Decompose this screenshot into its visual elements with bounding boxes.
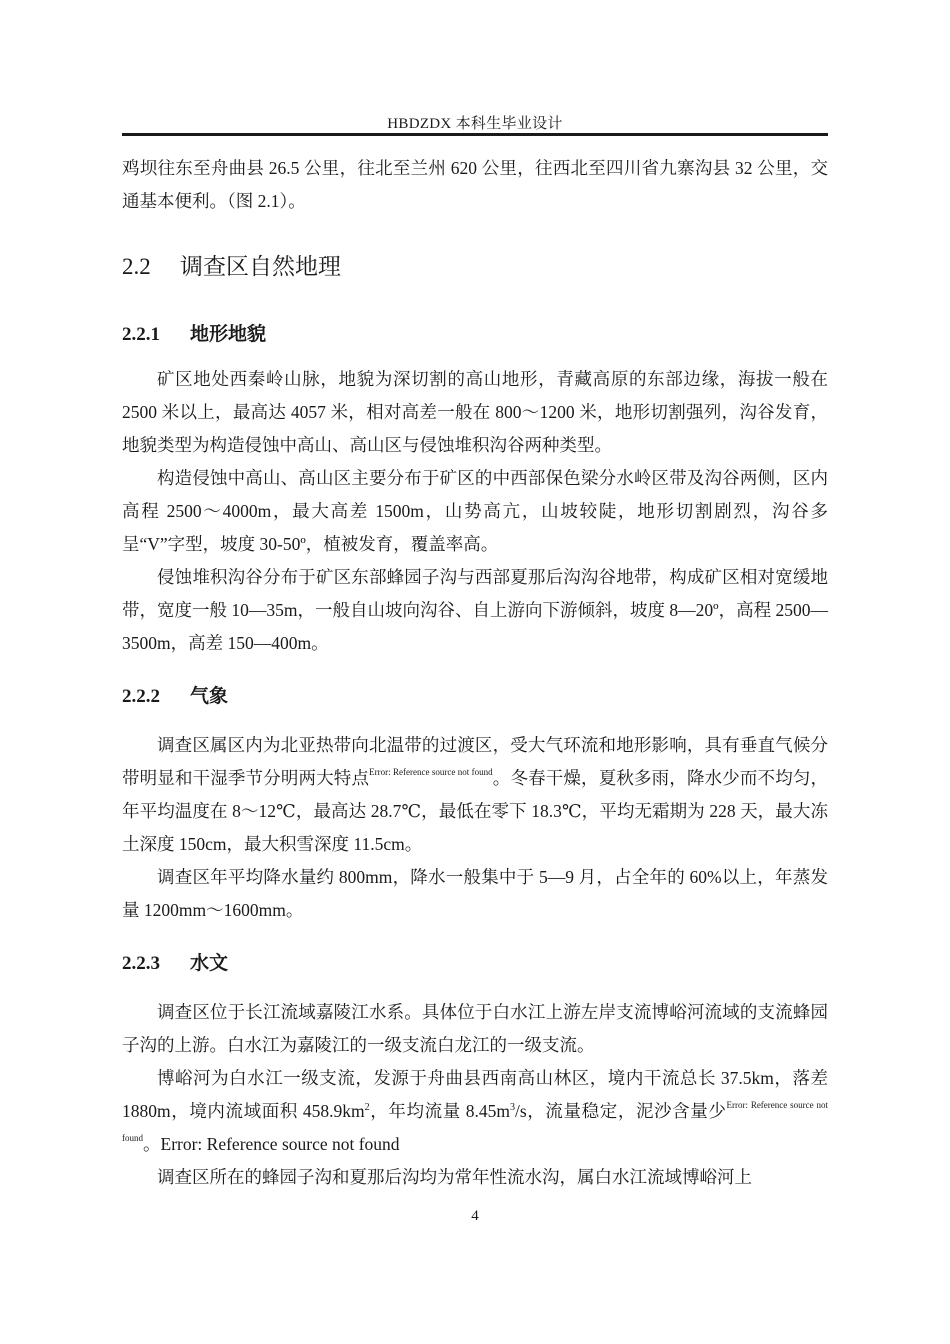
paragraph-boyu-river xyxy=(122,1062,828,1161)
section-title: 地形地貌 xyxy=(190,323,267,345)
paragraph-text: 调查区属区内为北亚热带向北温带的过渡区，受大气环流和地形影响，具有垂直气候分带明显和干湿季节分明两大特点 xyxy=(122,735,828,788)
section-title: 气象 xyxy=(190,685,229,707)
header-rule xyxy=(122,133,828,136)
page-number: 4 xyxy=(471,1208,479,1224)
paragraph-tectonic-erosion: 构造侵蚀中高山、高山区主要分布于矿区的中西部保色梁分水岭区带及沟谷两侧，区内高程 2500～4000m，最大高差 1500m，山势高亢，山坡较陡，地形切割剧烈，沟谷多呈“V”字型，坡度 30-50º，植被发育，覆盖率高。 xyxy=(122,468,828,554)
reference-error: Error: Reference source not found xyxy=(122,1100,828,1143)
section-number: 2.2.2 xyxy=(122,686,160,707)
section-number: 2.2 xyxy=(122,254,151,279)
paragraph-erosion-accumulation: 侵蚀堆积沟谷分布于矿区东部蜂园子沟与西部夏那后沟沟谷地带，构成矿区相对宽缓地带，宽度一般 10—35m，一般自山坡向沟谷、自上游向下游倾斜，坡度 8—20º，高程 2500—3500m，高差 150—400m。 xyxy=(122,567,828,653)
paragraph-streams: 调查区所在的蜂园子沟和夏那后沟均为常年性流水沟，属白水江流域博峪河上 xyxy=(157,1167,752,1187)
page-header: HBDZDX 本科生毕业设计 xyxy=(387,116,563,132)
paragraph-text: 。Error: Reference source not found xyxy=(143,1134,400,1154)
paragraph-text: ，年均流量 8.45m xyxy=(369,1101,511,1121)
paragraph-text: 。冬春干燥，夏秋多雨，降水少而不均匀，年平均温度在 8～12℃，最高达 28.7℃，最低在零下 18.3℃，平均无霜期为 228 天，最大冻土深度 150cm，最大积雪深度 11.5cm。 xyxy=(122,768,829,854)
document-body xyxy=(122,152,828,1194)
paragraph-climate xyxy=(122,729,828,861)
section-title: 调查区自然地理 xyxy=(180,254,341,280)
superscript: 2 xyxy=(364,1102,370,1113)
superscript: 3 xyxy=(510,1102,516,1113)
paragraph-precipitation: 调查区年平均降水量约 800mm，降水一般集中于 5—9 月，占全年的 60%以上，年蒸发量 1200mm～1600mm。 xyxy=(122,867,828,920)
section-heading-2-2-2 xyxy=(122,682,828,711)
section-number: 2.2.1 xyxy=(122,324,160,345)
section-heading-2-2-1 xyxy=(122,320,828,349)
paragraph-hydrology: 调查区位于长江流域嘉陵江水系。具体位于白水江上游左岸支流博峪河流域的支流蜂园子沟的上游。白水江为嘉陵江的一级支流白龙江的一级支流。 xyxy=(122,1002,828,1055)
paragraph-transport: 鸡坝往东至舟曲县 26.5 公里，往北至兰州 620 公里，往西北至四川省九寨沟县 32 公里，交通基本便利。（图 2.1）。 xyxy=(122,158,828,211)
paragraph-landform: 矿区地处西秦岭山脉，地貌为深切割的高山地形，青藏高原的东部边缘，海拔一般在 2500 米以上，最高达 4057 米，相对高差一般在 800～1200 米，地形切割强列，沟谷发育，地貌类型为构造侵蚀中高山、高山区与侵蚀堆积沟谷两种类型。 xyxy=(122,369,828,455)
section-heading-2-2-3 xyxy=(122,949,828,978)
section-heading-2-2 xyxy=(122,252,828,282)
section-title: 水文 xyxy=(190,952,229,974)
paragraph-text: /s，流量稳定，泥沙含量少 xyxy=(515,1101,727,1121)
section-number: 2.2.3 xyxy=(122,953,160,974)
reference-error: Error: Reference source not found xyxy=(369,767,493,777)
paragraph-text: 博峪河为白水江一级支流，发源于舟曲县西南高山林区，境内干流总长 37.5km，落差 1880m，境内流域面积 458.9km xyxy=(122,1068,828,1121)
